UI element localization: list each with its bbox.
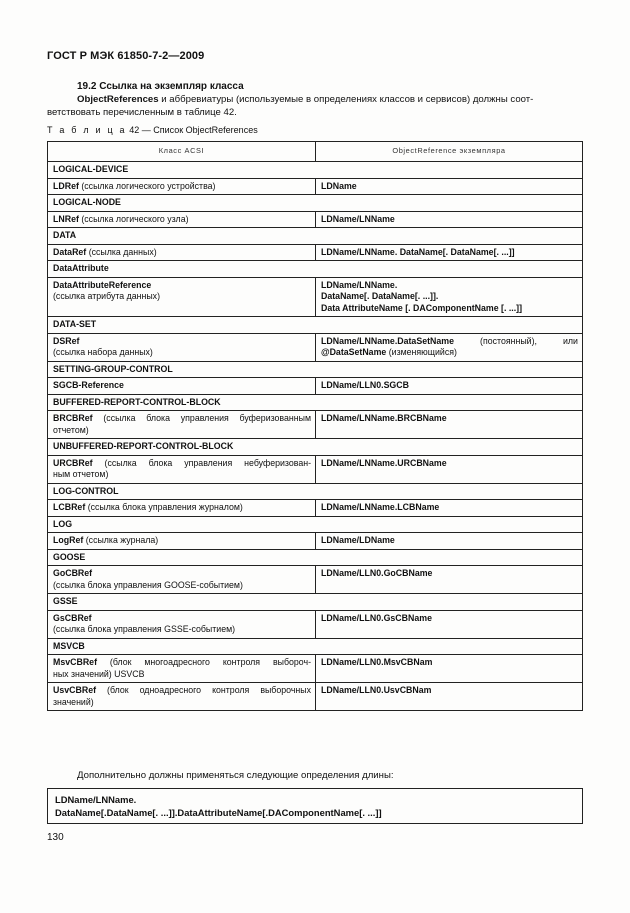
document-standard-header: ГОСТ Р МЭК 61850-7-2—2009	[47, 50, 205, 62]
class-ref-desc: ным отчетом)	[53, 469, 109, 479]
table-section-row	[48, 195, 583, 212]
paragraph-line-2: ветствовать перечисленным в таблице 42.	[47, 107, 237, 118]
header-object-reference: ObjectReference экземпляра	[316, 142, 583, 162]
table-caption-prefix: Т а б л и ц а	[47, 125, 127, 135]
class-ref-name: BRCBRef	[53, 413, 93, 423]
reference-note: (изменяющийся)	[386, 347, 457, 357]
object-reference-cell	[316, 610, 583, 638]
acsi-class-cell	[48, 683, 316, 711]
class-ref-desc: (ссылка набора данных)	[53, 347, 153, 357]
object-reference-cell	[316, 411, 583, 439]
class-ref-name: DSRef	[53, 335, 80, 346]
object-reference: LDName/LNName.DataSetName	[321, 335, 454, 346]
object-reference: LDName/LDName	[321, 535, 395, 545]
acsi-class-cell	[48, 533, 316, 550]
class-ref-name: GoCBRef	[53, 568, 93, 578]
section-data: DATA	[48, 228, 583, 245]
class-ref-desc: (ссылка блока управления небуферизован-	[92, 457, 311, 468]
section-unbuffered-report: UNBUFFERED-REPORT-CONTROL-BLOCK	[48, 439, 583, 456]
object-reference-line: LDName/LNName.	[321, 279, 398, 290]
object-reference-cell	[316, 211, 583, 228]
class-ref-name: DataRef	[53, 246, 87, 257]
acsi-class-cell	[48, 455, 316, 483]
acsi-class-cell	[48, 378, 316, 395]
class-ref-name: URCBRef	[53, 457, 93, 468]
object-reference: LDName/LLN0.GoCBName	[321, 568, 433, 578]
table-section-row	[48, 594, 583, 611]
table-section-row	[48, 317, 583, 334]
section-buffered-report: BUFFERED-REPORT-CONTROL-BLOCK	[48, 394, 583, 411]
class-ref-name: LCBRef	[53, 502, 86, 512]
object-reference-cell	[316, 455, 583, 483]
acsi-class-cell	[48, 277, 316, 317]
table-row	[48, 655, 583, 683]
table-caption	[47, 125, 258, 135]
section-data-set: DATA-SET	[48, 317, 583, 334]
table-row	[48, 378, 583, 395]
table-row	[48, 500, 583, 517]
acsi-class-cell	[48, 211, 316, 228]
object-reference: LDName	[321, 180, 357, 191]
section-setting-group-control: SETTING-GROUP-CONTROL	[48, 361, 583, 378]
class-ref-name: LDRef	[53, 180, 79, 191]
object-reference: LDName/LNName.LCBName	[321, 502, 440, 512]
class-ref-desc: (ссылка атрибута данных)	[53, 291, 160, 301]
class-ref-desc: значений)	[53, 696, 94, 707]
object-reference: LDName/LLN0.MsvCBNam	[321, 657, 433, 667]
section-logical-device: LOGICAL-DEVICE	[48, 162, 583, 179]
object-reference-cell	[316, 566, 583, 594]
section-log: LOG	[48, 516, 583, 533]
table-section-row	[48, 361, 583, 378]
table-row	[48, 566, 583, 594]
length-definitions-text: Дополнительно должны применяться следующие определения длины:	[77, 770, 394, 781]
class-ref-name: LNRef	[53, 213, 79, 224]
section-title: 19.2 Ссылка на экземпляр класса	[77, 81, 244, 92]
section-data-attribute: DataAttribute	[48, 261, 583, 278]
object-reference-line	[321, 336, 578, 348]
class-ref-name: UsvCBRef	[53, 685, 97, 695]
object-reference-line: DataName[. DataName[. ...]].	[321, 291, 439, 301]
object-reference: LDName/LNName. DataName[. DataName[. ...]]	[321, 246, 515, 257]
class-ref-name: DataAttributeReference	[53, 279, 152, 290]
table-row	[48, 533, 583, 550]
class-ref-desc: (ссылка логического узла)	[78, 213, 189, 224]
table-section-row	[48, 638, 583, 655]
section-logical-node: LOGICAL-NODE	[48, 195, 583, 212]
table-row	[48, 411, 583, 439]
class-ref-desc: (ссылка данных)	[86, 246, 157, 257]
object-reference-cell	[316, 277, 583, 317]
table-section-row	[48, 162, 583, 179]
object-reference-cell	[316, 244, 583, 261]
acsi-class-cell	[48, 655, 316, 683]
paragraph-term: ObjectReferences	[77, 94, 159, 105]
reference-note: или	[563, 335, 578, 346]
class-ref-name: SGCB-Reference	[53, 380, 124, 390]
acsi-class-cell	[48, 333, 316, 361]
definition-line: LDName/LNName.	[55, 794, 137, 805]
acsi-class-cell	[48, 244, 316, 261]
table-section-row	[48, 483, 583, 500]
class-ref-desc: (блок многоадресного контроля выбороч-	[97, 657, 311, 667]
table-section-row	[48, 439, 583, 456]
class-ref-desc: (ссылка блока управления GOOSE-событием)	[53, 579, 243, 590]
section-msvcb: MSVCB	[48, 638, 583, 655]
object-reference: @DataSetName	[321, 347, 387, 357]
acsi-class-cell	[48, 411, 316, 439]
table-header-row	[48, 142, 583, 162]
class-ref-desc: (блок одноадресного контроля выборочных	[96, 685, 311, 695]
object-reference-line	[321, 347, 578, 359]
table-row	[48, 244, 583, 261]
table-section-row	[48, 516, 583, 533]
object-reference: LDName/LNName.URCBName	[321, 457, 447, 468]
class-ref-desc: (ссылка журнала)	[83, 535, 159, 545]
object-reference-cell	[316, 533, 583, 550]
table-row	[48, 211, 583, 228]
table-row	[48, 455, 583, 483]
table-caption-text: 42 — Список ObjectReferences	[126, 125, 258, 135]
acsi-class-cell	[48, 566, 316, 594]
section-log-control: LOG-CONTROL	[48, 483, 583, 500]
object-reference-line: Data AttributeName [. DAComponentName [. ...]]	[321, 302, 523, 313]
object-reference: LDName/LNName	[321, 213, 395, 224]
paragraph-text: и аббревиатуры (используемые в определениях классов и сервисов) должны соот-	[158, 94, 534, 105]
table-row	[48, 683, 583, 711]
acsi-class-cell	[48, 610, 316, 638]
object-reference-cell	[316, 333, 583, 361]
table-row	[48, 277, 583, 317]
table-row	[48, 333, 583, 361]
object-reference-cell	[316, 683, 583, 711]
class-ref-desc: (ссылка блока управления GSSE-событием)	[53, 624, 236, 634]
object-references-table	[47, 141, 583, 711]
header-acsi-class: Класс ACSI	[48, 142, 316, 162]
object-reference: LDName/LLN0.GsCBName	[321, 612, 432, 623]
table-row	[48, 178, 583, 195]
reference-note: (постоянный),	[480, 335, 537, 346]
class-ref-name: GsCBRef	[53, 612, 92, 623]
section-paragraph	[47, 93, 583, 119]
definition-line: DataName[.DataName[. ...]].DataAttributeName[.DAComponentName[. ...]]	[55, 807, 382, 818]
table-section-row	[48, 228, 583, 245]
object-reference-cell	[316, 378, 583, 395]
class-ref-desc: (ссылка блока управления буферизованным	[92, 413, 311, 423]
section-gsse: GSSE	[48, 594, 583, 611]
object-reference: LDName/LLN0.SGCB	[321, 380, 409, 390]
object-reference-cell	[316, 178, 583, 195]
object-reference-cell	[316, 500, 583, 517]
table-section-row	[48, 261, 583, 278]
length-definition-box	[47, 788, 583, 824]
table-row	[48, 610, 583, 638]
page-number: 130	[47, 832, 64, 843]
table-section-row	[48, 549, 583, 566]
class-ref-desc: (ссылка блока управления журналом)	[85, 502, 243, 512]
object-reference: LDName/LLN0.UsvCBNam	[321, 685, 432, 695]
table-section-row	[48, 394, 583, 411]
acsi-class-cell	[48, 500, 316, 517]
acsi-class-cell	[48, 178, 316, 195]
object-reference: LDName/LNName.BRCBName	[321, 413, 447, 423]
class-ref-name: LogRef	[53, 535, 84, 545]
class-ref-desc: ных значений) USVCB	[53, 668, 145, 679]
object-reference-cell	[316, 655, 583, 683]
class-ref-desc: отчетом)	[53, 424, 89, 435]
class-ref-name: MsvCBRef	[53, 657, 97, 667]
class-ref-desc: (ссылка логического устройства)	[78, 180, 216, 191]
section-goose: GOOSE	[48, 549, 583, 566]
